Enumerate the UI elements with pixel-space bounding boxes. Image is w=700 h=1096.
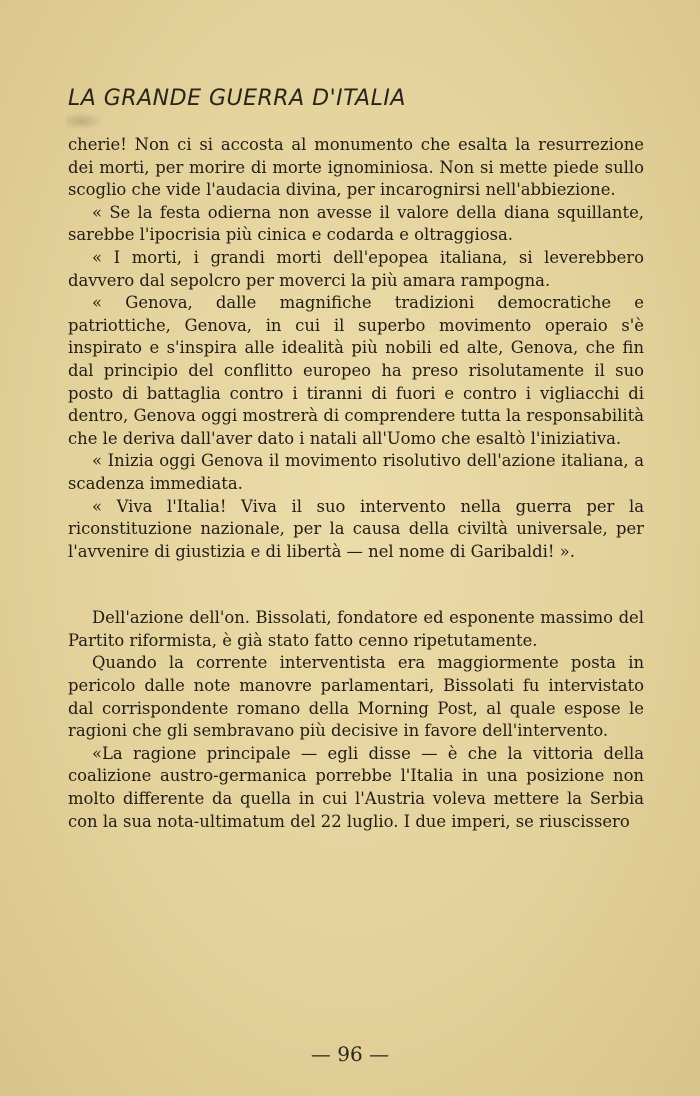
running-head: LA GRANDE GUERRA D'ITALIA bbox=[68, 86, 406, 111]
paragraph-interventista: Quando la corrente interventista era maggiormente posta in pericolo dalle note manovre parlamentari, Bissolati fu intervistato dal corrispondente romano della Morning Post, al quale espose le ragioni che gli sembravano più decisive in favore dell'intervento. bbox=[68, 653, 644, 741]
paragraph-quote-inizia: « Inizia oggi Genova il movimento risolutivo dell'azione italiana, a scadenza immediata. bbox=[68, 451, 644, 493]
paragraph-continuation: cherie! Non ci si accosta al monumento che esalta la resurrezione dei morti, per morire di morte ignominiosa. Non si mette piede sullo scoglio che vide l'audacia divina, per incarognirsi nell'abbiezione. bbox=[68, 135, 644, 200]
paragraph-quote-genova: « Genova, dalle magnifiche tradizioni democratiche e patriottiche, Genova, in cui il superbo movimento operaio s'è inspirato e s'inspira alle idealità più nobili ed alte, Genova, che fin dal principio del conflitto europeo ha preso risolutamente il suo posto di battaglia contro i tiranni di fuori e contro i vigliacchi di dentro, Genova oggi mostrerà di comprendere tutta la responsabilità che le deriva dall'aver dato i natali all'Uomo che esaltò l'iniziativa. bbox=[68, 293, 644, 448]
paragraph-quote-viva: « Viva l'Italia! Viva il suo intervento nella guerra per la riconstituzione nazionale, per la causa della civiltà universale, per l'avvenire di giustizia e di libertà — nel nome di Garibaldi! ». bbox=[68, 496, 644, 561]
ink-smudge bbox=[66, 112, 104, 130]
body-text bbox=[68, 134, 644, 833]
paragraph-bissolati: Dell'azione dell'on. Bissolati, fondatore ed esponente massimo del Partito riformista, è già stato fatto cenno ripetutamente. bbox=[68, 608, 644, 650]
page-number: — 96 — bbox=[310, 1042, 390, 1066]
paragraph-quote-morti: « I morti, i grandi morti dell'epopea italiana, si leverebbero davvero dal sepolcro per moverci la più amara rampogna. bbox=[68, 247, 644, 290]
paragraph-ragione: «La ragione principale — egli disse — è che la vittoria della coalizione austro-germanica porrebbe l'Italia in una posizione non molto differente da quella in cui l'Austria voleva mettere la Serbia con la sua nota-ultimatum del 22 luglio. I due imperi, se riuscissero bbox=[68, 743, 644, 831]
paragraph-quote-festa: « Se la festa odierna non avesse il valore della diana squillante, sarebbe l'ipocrisia più cinica e codarda e oltraggiosa. bbox=[68, 202, 644, 245]
